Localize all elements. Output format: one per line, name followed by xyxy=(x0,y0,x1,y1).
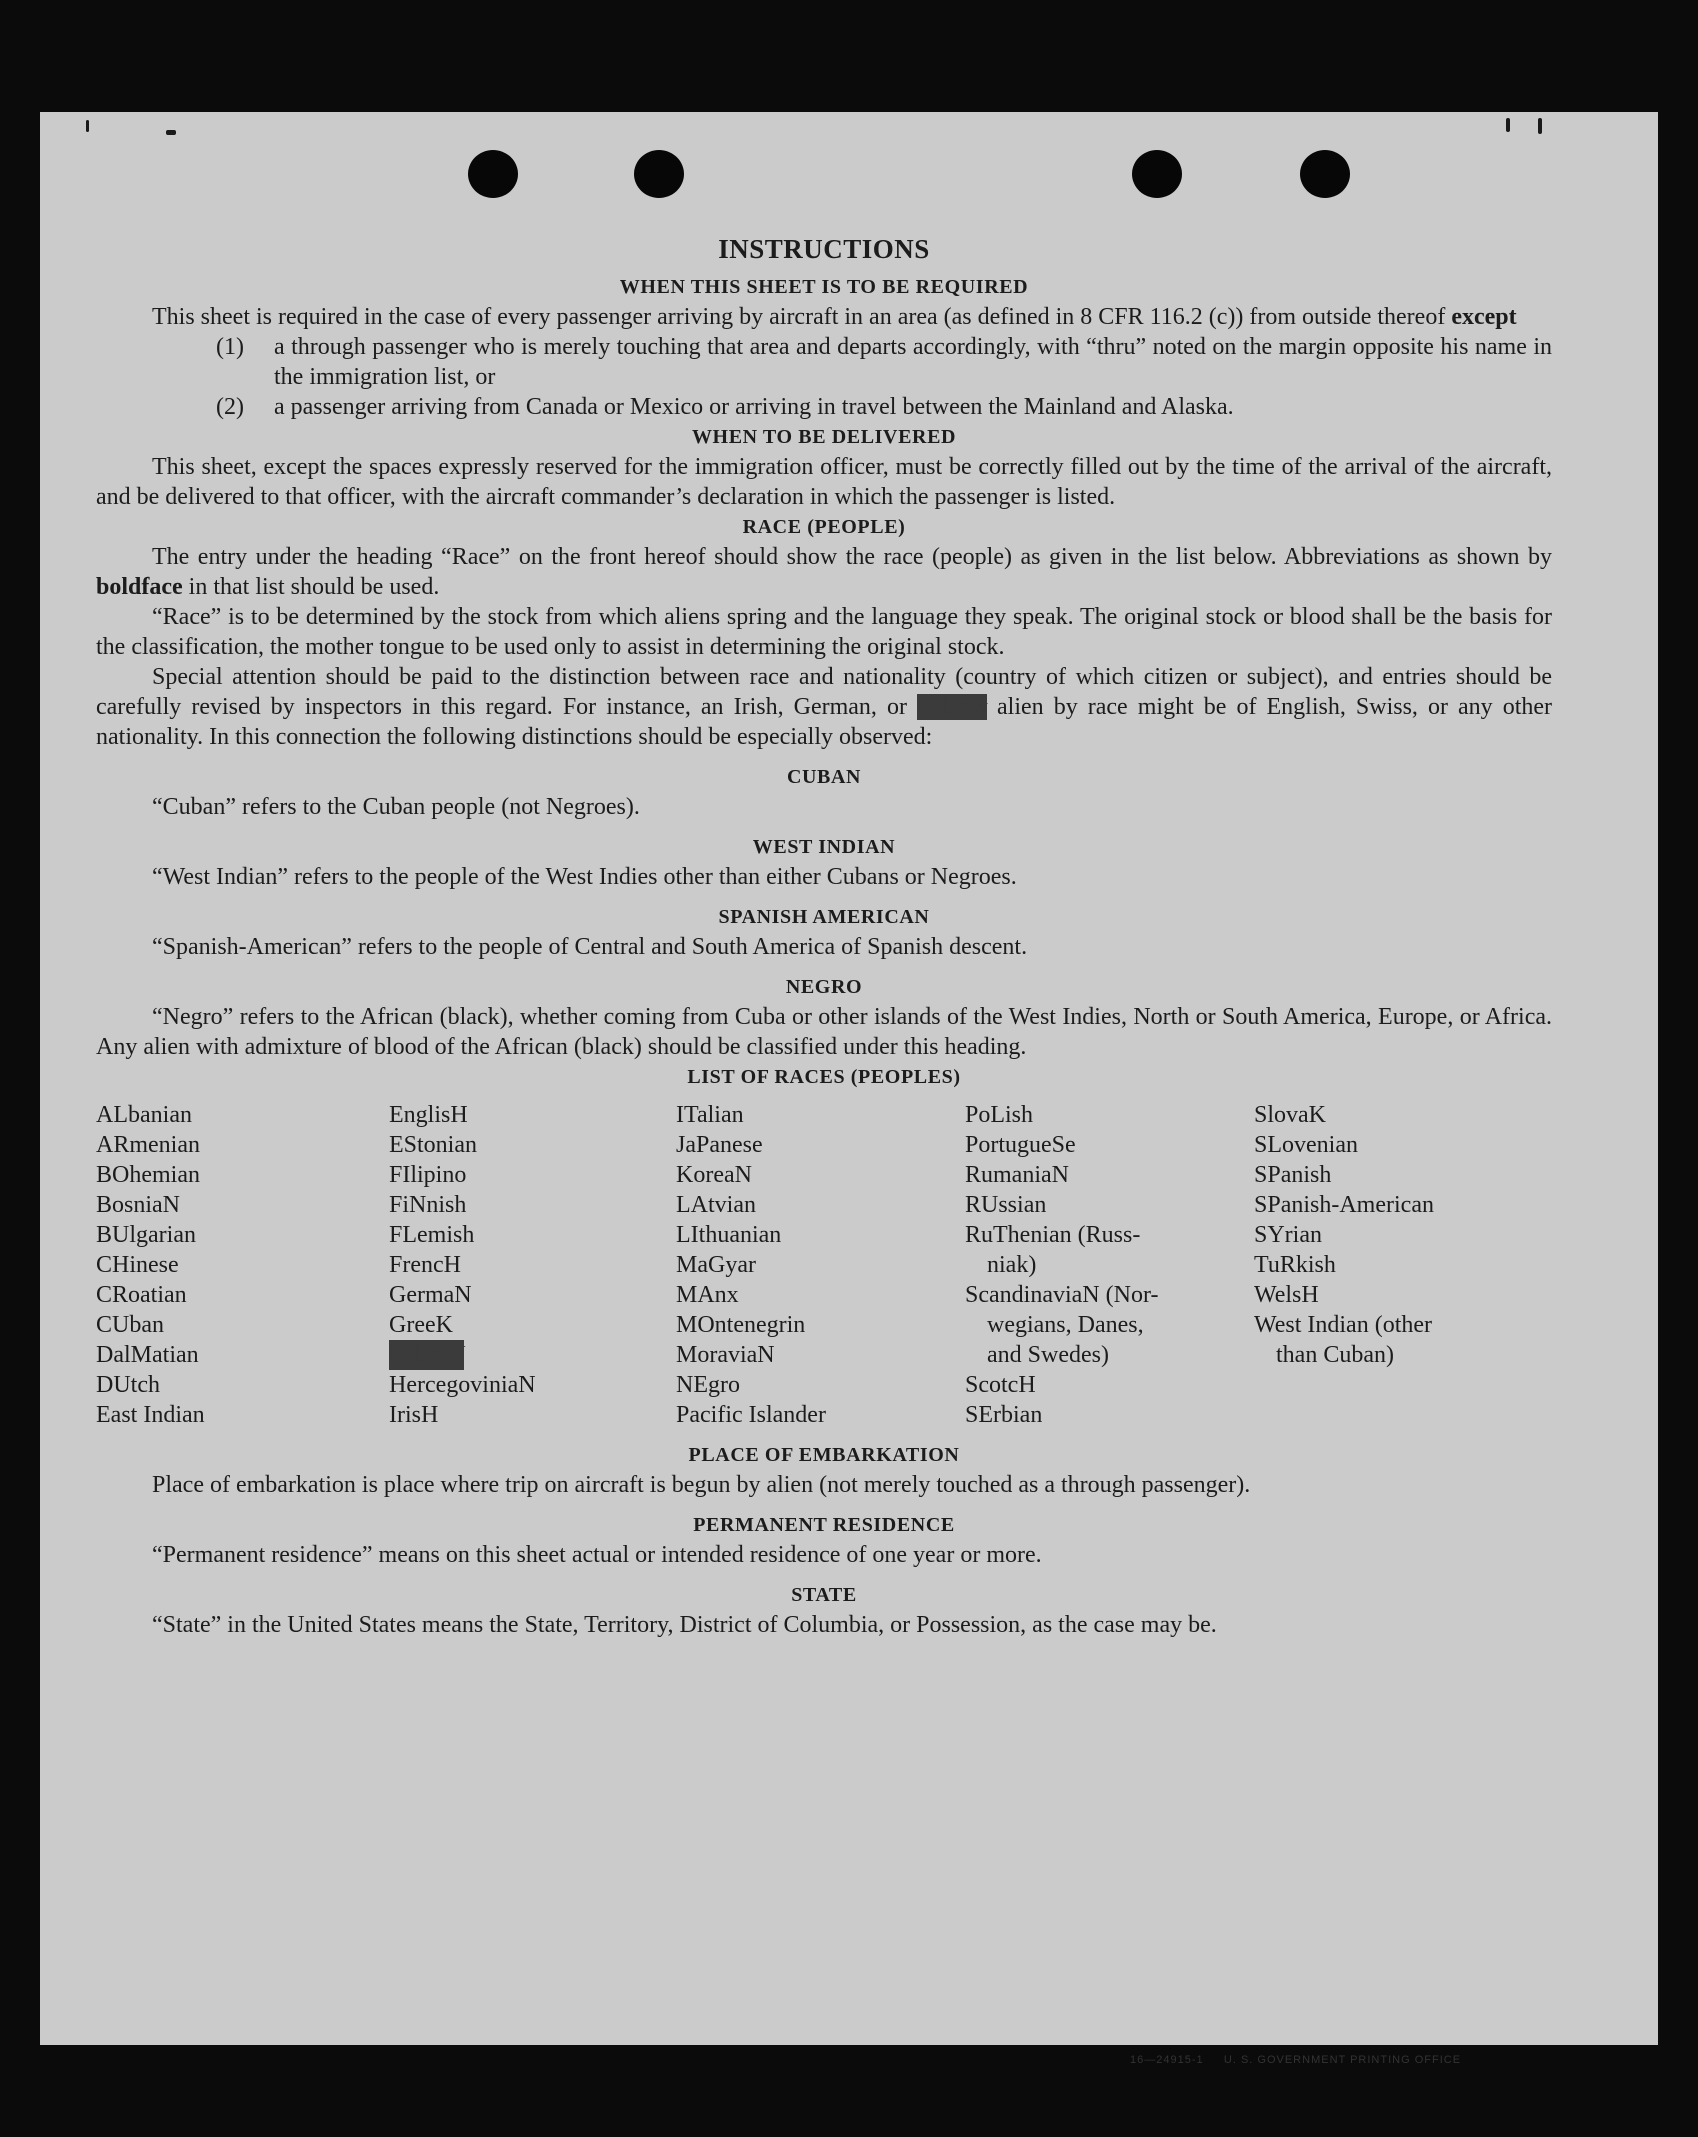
race-entry: SErbian xyxy=(965,1402,1043,1428)
races-list xyxy=(96,1100,1552,1430)
race-entry: East Indian xyxy=(96,1402,205,1428)
section-heading-races-list: LIST OF RACES (PEOPLES) xyxy=(687,1066,961,1088)
race-entry-continued: wegians, Danes, xyxy=(987,1312,1144,1338)
section-heading-required: WHEN THIS SHEET IS TO BE REQUIRED xyxy=(619,276,1029,298)
section-heading-cuban: CUBAN xyxy=(786,766,862,788)
struck-word: Hebrew xyxy=(917,694,987,720)
section-heading-residence: PERMANENT RESIDENCE xyxy=(693,1514,955,1536)
race-entry: MaGyar xyxy=(676,1252,756,1278)
race-entry: PoLish xyxy=(965,1102,1034,1128)
race-entry: GermaN xyxy=(389,1282,472,1308)
state-paragraph: “State” in the United States means the State, Territory, District of Columbia, or Possession, as the case may be. xyxy=(152,1612,1217,1638)
punch-hole xyxy=(1132,150,1182,198)
race-entry: TuRkish xyxy=(1254,1252,1336,1278)
race-entry-continued: and Swedes) xyxy=(987,1342,1109,1368)
section-heading-west-indian: WEST INDIAN xyxy=(752,836,896,858)
race-entry: BosniaN xyxy=(96,1192,180,1218)
races-column-1 xyxy=(96,1100,389,1430)
race-entry: PortugueSe xyxy=(965,1132,1076,1158)
race-paragraph-3: Special attention should be paid to the distinction between race and nationality (country of which citizen or subject), and entries should be carefully revised by inspectors in this regard. For instance, an Irish, German, or Hebrew alien by race might be of English, Swiss, or any other nationality. In this connection the following distinctions should be especially observed: xyxy=(96,664,1553,750)
race-entry: DUtch xyxy=(96,1372,160,1398)
race-entry-struck: HebreW xyxy=(389,1342,465,1368)
west-indian-paragraph: “West Indian” refers to the people of the West Indies other than either Cubans or Negroes. xyxy=(152,864,1017,890)
spanish-american-paragraph: “Spanish-American” refers to the people of Central and South America of Spanish descent. xyxy=(152,934,1028,960)
race-entry: NEgro xyxy=(676,1372,740,1398)
race-entry: RumaniaN xyxy=(965,1162,1069,1188)
form-number: 16—24915-1 xyxy=(1130,2054,1204,2066)
race-entry: SPanish xyxy=(1254,1162,1332,1188)
punch-hole xyxy=(1300,150,1350,198)
required-paragraph: This sheet is required in the case of every passenger arriving by aircraft in an area (as defined in 8 CFR 116.2 (c)) from outside thereof except xyxy=(152,304,1517,330)
race-entry: FrencH xyxy=(389,1252,461,1278)
race-entry: ARmenian xyxy=(96,1132,200,1158)
race-entry: IrisH xyxy=(389,1402,439,1428)
race-entry: SPanish-American xyxy=(1254,1192,1434,1218)
race-entry: BUlgarian xyxy=(96,1222,196,1248)
races-column-3 xyxy=(676,1100,965,1430)
instructions-text xyxy=(96,234,1552,1640)
race-entry-continued: than Cuban) xyxy=(1276,1342,1394,1368)
section-heading-state: STATE xyxy=(791,1584,857,1606)
race-entry: ScandinaviaN (Nor- xyxy=(965,1282,1159,1308)
race-entry: West Indian (other xyxy=(1254,1312,1433,1338)
delivered-paragraph: This sheet, except the spaces expressly reserved for the immigration officer, must be correctly filled out by the time of the arrival of the aircraft, and be delivered to that officer, with the aircraft commander’s declaration in which the passenger is listed. xyxy=(96,454,1552,510)
race-entry: SLovenian xyxy=(1254,1132,1358,1158)
races-column-5 xyxy=(1254,1100,1434,1430)
punch-hole xyxy=(634,150,684,198)
section-heading-delivered: WHEN TO BE DELIVERED xyxy=(691,426,957,448)
race-entry: CHinese xyxy=(96,1252,179,1278)
race-entry: JaPanese xyxy=(676,1132,763,1158)
race-entry: FiNnish xyxy=(389,1192,467,1218)
race-entry: MAnx xyxy=(676,1282,739,1308)
race-entry: RUssian xyxy=(965,1192,1047,1218)
race-entry-continued: niak) xyxy=(987,1252,1037,1278)
race-entry: MoraviaN xyxy=(676,1342,775,1368)
race-entry: ScotcH xyxy=(965,1372,1036,1398)
race-entry: LAtvian xyxy=(676,1192,756,1218)
race-entry: WelsH xyxy=(1254,1282,1319,1308)
race-entry: CUban xyxy=(96,1312,164,1338)
printer-name: U. S. GOVERNMENT PRINTING OFFICE xyxy=(1223,2054,1462,2066)
cuban-paragraph: “Cuban” refers to the Cuban people (not Negroes). xyxy=(152,794,640,820)
race-entry: LIthuanian xyxy=(676,1222,782,1248)
section-heading-negro: NEGRO xyxy=(785,976,863,998)
section-heading-embarkation: PLACE OF EMBARKATION xyxy=(688,1444,960,1466)
section-heading-spanish-american: SPANISH AMERICAN xyxy=(718,906,930,928)
race-entry: ALbanian xyxy=(96,1102,192,1128)
exception-item: (2) a passenger arriving from Canada or Mexico or arriving in travel between the Mainland and Alaska. xyxy=(216,394,1234,420)
race-entry: BOhemian xyxy=(96,1162,200,1188)
race-entry: FIlipino xyxy=(389,1162,467,1188)
race-entry: RuThenian (Russ- xyxy=(965,1222,1141,1248)
race-entry: EnglisH xyxy=(389,1102,468,1128)
race-entry: MOntenegrin xyxy=(676,1312,806,1338)
race-entry: FLemish xyxy=(389,1222,475,1248)
race-entry: KoreaN xyxy=(676,1162,752,1188)
residence-paragraph: “Permanent residence” means on this sheet actual or intended residence of one year or more. xyxy=(152,1542,1042,1568)
race-entry: EStonian xyxy=(389,1132,477,1158)
race-entry: Pacific Islander xyxy=(676,1402,826,1428)
race-entry: SlovaK xyxy=(1254,1102,1326,1128)
race-entry: GreeK xyxy=(389,1312,453,1338)
race-entry: SYrian xyxy=(1254,1222,1322,1248)
exception-item: (1) a through passenger who is merely touching that area and departs accordingly, with “thru” noted on the margin opposite his name in the immigration list, or xyxy=(216,334,1552,390)
edge-mark xyxy=(1506,118,1510,132)
race-entry: CRoatian xyxy=(96,1282,187,1308)
race-entry: ITalian xyxy=(676,1102,744,1128)
document-sheet xyxy=(40,112,1658,2066)
edge-mark xyxy=(1538,118,1542,134)
races-column-2 xyxy=(389,1100,676,1430)
negro-paragraph: “Negro” refers to the African (black), whether coming from Cuba or other islands of the West Indies, North or South America, Europe, or Africa. Any alien with admixture of blood of the African (black) should be classified under this heading. xyxy=(96,1004,1552,1060)
embarkation-paragraph: Place of embarkation is place where trip on aircraft is begun by alien (not merely touched as a through passenger). xyxy=(152,1472,1251,1498)
edge-mark xyxy=(86,120,89,132)
race-paragraph-1: The entry under the heading “Race” on the front hereof should show the race (people) as given in the list below. Abbreviations as shown by boldface in that list should be used. xyxy=(96,544,1552,600)
edge-mark xyxy=(166,130,176,135)
page-title: INSTRUCTIONS xyxy=(718,234,930,264)
race-entry: HercegoviniaN xyxy=(389,1372,536,1398)
punch-hole xyxy=(468,150,518,198)
race-entry: DalMatian xyxy=(96,1342,199,1368)
printer-imprint xyxy=(1130,2054,1461,2066)
section-heading-race: RACE (PEOPLE) xyxy=(742,516,906,538)
race-paragraph-2: “Race” is to be determined by the stock from which aliens spring and the language they speak. The original stock or blood shall be the basis for the classification, the mother tongue to be used only to assist in determining the original stock. xyxy=(96,604,1552,660)
races-column-4 xyxy=(965,1100,1254,1430)
